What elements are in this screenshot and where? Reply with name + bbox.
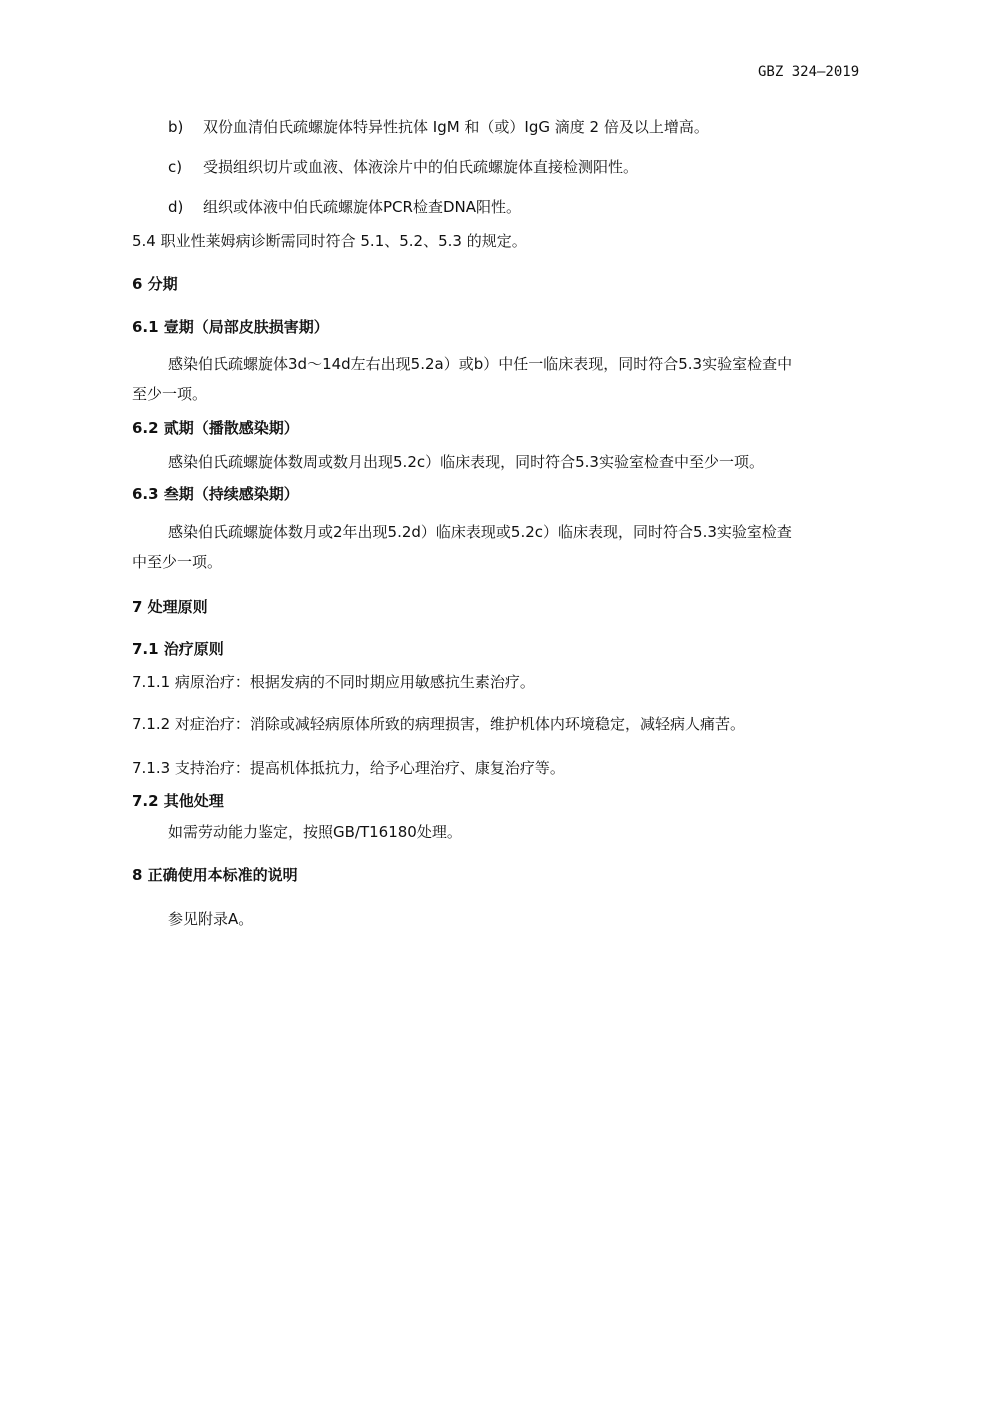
paragraph-8: 参见附录A。 (168, 910, 254, 928)
clause-heading-7-2: 7.2 其他处理 (132, 792, 224, 810)
section-heading-6: 6 分期 (132, 275, 178, 293)
clause-heading-6-2: 6.2 贰期（播散感染期） (132, 419, 299, 437)
section-heading-7: 7 处理原则 (132, 598, 208, 616)
clause-heading-6-1: 6.1 壹期（局部皮肤损害期） (132, 318, 329, 336)
paragraph-6-1-line-1: 感染伯氏疏螺旋体3d～14d左右出现5.2a）或b）中任一临床表现，同时符合5.3实验室检查中 (168, 355, 793, 373)
clause-7-1-1: 7.1.1 病原治疗：根据发病的不同时期应用敏感抗生素治疗。 (132, 673, 535, 691)
clause-heading-7-1: 7.1 治疗原则 (132, 640, 224, 658)
list-marker-c: c) (168, 158, 183, 176)
paragraph-6-2: 感染伯氏疏螺旋体数周或数月出现5.2c）临床表现，同时符合5.3实验室检查中至少一项。 (168, 453, 764, 471)
standard-code: GBZ 324—2019 (758, 64, 860, 80)
list-item-b: 双份血清伯氏疏螺旋体特异性抗体 IgM 和（或）IgG 滴度 2 倍及以上增高。 (203, 118, 709, 136)
section-heading-8: 8 正确使用本标准的说明 (132, 866, 298, 884)
paragraph-7-2: 如需劳动能力鉴定，按照GB/T16180处理。 (168, 823, 462, 841)
clause-7-1-3: 7.1.3 支持治疗：提高机体抵抗力，给予心理治疗、康复治疗等。 (132, 759, 565, 777)
list-marker-d: d) (168, 198, 184, 216)
list-marker-b: b) (168, 118, 184, 136)
list-item-d: 组织或体液中伯氏疏螺旋体PCR检查DNA阳性。 (203, 198, 521, 216)
list-item-c: 受损组织切片或血液、体液涂片中的伯氏疏螺旋体直接检测阳性。 (203, 158, 639, 176)
clause-5-4: 5.4 职业性莱姆病诊断需同时符合 5.1、5.2、5.3 的规定。 (132, 232, 527, 250)
paragraph-6-3-line-2: 中至少一项。 (132, 553, 223, 571)
paragraph-6-3-line-1: 感染伯氏疏螺旋体数月或2年出现5.2d）临床表现或5.2c）临床表现，同时符合5.3实验室检查 (168, 523, 792, 541)
paragraph-6-1-line-2: 至少一项。 (132, 385, 208, 403)
clause-heading-6-3: 6.3 叁期（持续感染期） (132, 485, 299, 503)
clause-7-1-2: 7.1.2 对症治疗：消除或减轻病原体所致的病理损害，维护机体内环境稳定，减轻病人痛苦。 (132, 715, 745, 733)
